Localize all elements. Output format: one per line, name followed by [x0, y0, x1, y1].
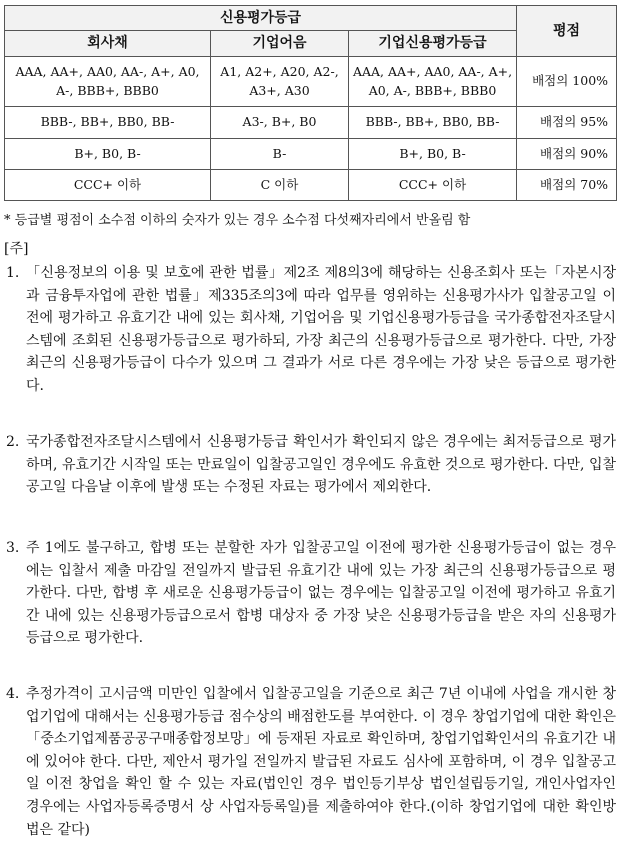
note-number: 3. [6, 540, 20, 556]
note-item [4, 683, 616, 841]
cell-corporate-bond: B+, B0, B- [5, 139, 211, 170]
cell-corporate-credit: AAA, AA+, AA0, AA-, A+, A0, A-, BBB+, BBB0 [349, 57, 517, 107]
table-row [5, 170, 617, 201]
header-credit-rating: 신용평가등급 [5, 6, 517, 31]
cell-commercial-paper: A1, A2+, A20, A2-, A3+, A30 [211, 57, 349, 107]
cell-corporate-credit: CCC+ 이하 [349, 170, 517, 201]
cell-score: 배점의 90% [517, 139, 617, 170]
cell-score: 배점의 95% [517, 107, 617, 139]
note-text: 추정가격이 고시금액 미만인 입찰에서 입찰공고일을 기준으로 최근 7년 이내에 사업을 개시한 창업기업에 대해서는 신용평가등급 점수상의 배점한도를 부여한다. 이 경우 창업기업에 대한 확인은 「중소기업제품공공구매종합정보망」에 등재된 자료로 확인하며, 창업기업확인서의 유효기간 내에 있어야 한다. 다만, 제안서 평가일 전일까지 발급된 자료도 심사에 포함하며, 이 경우 입찰공고일 이전 창업을 확인 할 수 있는 자료(법인인 경우 법인등기부상 법인설립등기일, 개인사업자인 경우에는 사업자등록증명서 상 사업자등록일)를 제출하여야 한다.(이하 창업기업에 대한 확인방법은 같다) [26, 686, 616, 838]
header-score: 평점 [517, 6, 617, 57]
table-row [5, 107, 617, 139]
cell-corporate-credit: B+, B0, B- [349, 139, 517, 170]
credit-rating-table [4, 5, 617, 201]
cell-score: 배점의 100% [517, 57, 617, 107]
cell-commercial-paper: C 이하 [211, 170, 349, 201]
note-item [4, 537, 616, 650]
note-text: 국가종합전자조달시스템에서 신용평가등급 확인서가 확인되지 않은 경우에는 최저등급으로 평가하며, 유효기간 시작일 또는 만료일이 입찰공고일인 경우에도 유효한 것으로 평가한다. 다만, 입찰공고일 다음날 이후에 발생 또는 수정된 자료는 평가에서 제외한다. [26, 434, 616, 496]
table-row [5, 57, 617, 107]
cell-commercial-paper: B- [211, 139, 349, 170]
cell-corporate-credit: BBB-, BB+, BB0, BB- [349, 107, 517, 139]
note-item [4, 431, 616, 499]
header-corporate-credit: 기업신용평가등급 [349, 31, 517, 57]
note-item [4, 262, 616, 398]
note-text: 「신용정보의 이용 및 보호에 관한 법률」제2조 제8의3에 해당하는 신용조회사 또는「자본시장과 금융투자업에 관한 법률」제335조의3에 따라 업무를 영위하는 신용평가사가 입찰공고일 이전에 평가하고 유효기간 내에 있는 회사채, 기업어음 및 기업신용평가등급을 국가종합전자조달시스템에 조회된 신용평가등급으로 평가하되, 가장 최근의 신용평가등급으로 평가한다. 다만, 가장 최근의 신용평가등급이 다수가 있으며 그 결과가 서로 다른 경우에는 가장 낮은 등급으로 평가한다. [26, 265, 616, 394]
table-row [5, 139, 617, 170]
cell-corporate-bond: AAA, AA+, AA0, AA-, A+, A0, A-, BBB+, BBB0 [5, 57, 211, 107]
rounding-footnote: * 등급별 평점이 소수점 이하의 숫자가 있는 경우 소수점 다섯째자리에서 반올림 함 [4, 213, 471, 228]
note-number: 1. [6, 265, 20, 281]
cell-corporate-bond: CCC+ 이하 [5, 170, 211, 201]
cell-score: 배점의 70% [517, 170, 617, 201]
cell-corporate-bond: BBB-, BB+, BB0, BB- [5, 107, 211, 139]
note-number: 2. [6, 434, 20, 450]
header-commercial-paper: 기업어음 [211, 31, 349, 57]
header-corporate-bond: 회사채 [5, 31, 211, 57]
cell-commercial-paper: A3-, B+, B0 [211, 107, 349, 139]
notes-heading: [주] [4, 241, 29, 257]
note-text: 주 1에도 불구하고, 합병 또는 분할한 자가 입찰공고일 이전에 평가한 신용평가등급이 없는 경우에는 입찰서 제출 마감일 전일까지 발급된 유효기간 내에 있는 가장 최근의 신용평가등급으로 평가한다. 다만, 합병 후 새로운 신용평가등급이 없는 경우에는 입찰공고일 이전에 평가하고 유효기간 내에 있는 신용평가등급으로서 합병 대상자 중 가장 낮은 신용평가등급을 받은 자의 신용평가등급으로 평가한다. [26, 540, 616, 647]
note-number: 4. [6, 686, 20, 702]
